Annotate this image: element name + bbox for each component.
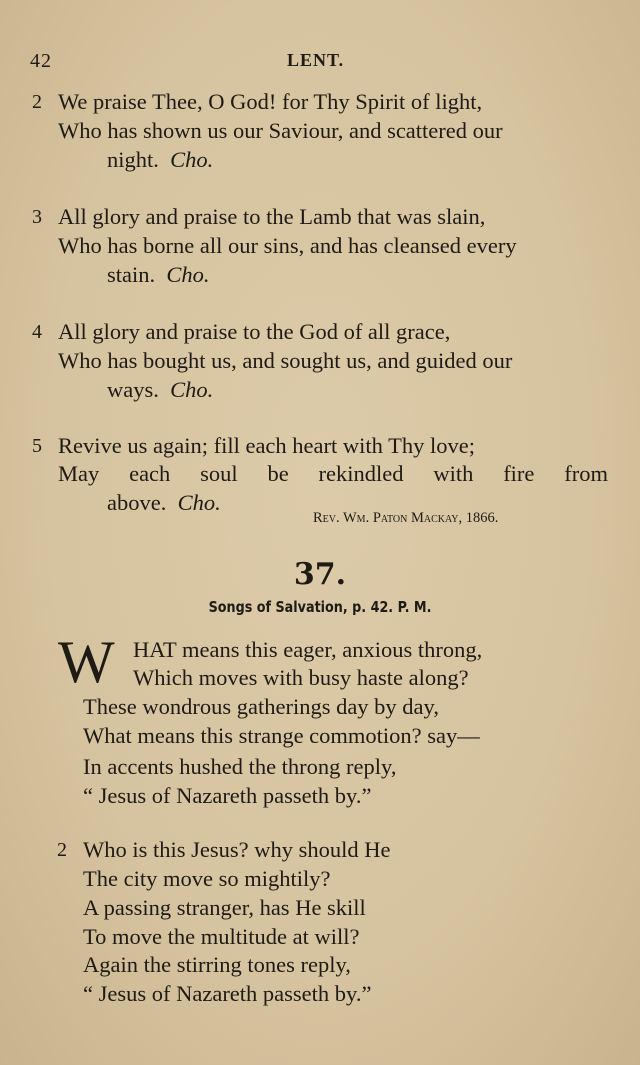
chorus-mark: Cho. xyxy=(170,377,214,402)
verse-line: HAT means this eager, anxious throng, xyxy=(133,637,483,662)
verse-end: stain. xyxy=(107,262,156,287)
verse-line: Who has shown us our Saviour, and scattered our xyxy=(58,118,503,143)
stanza-number: 3 xyxy=(32,206,42,228)
chorus-mark: Cho. xyxy=(170,147,214,172)
tune-source: Songs of Salvation, p. 42. P. M. xyxy=(208,598,432,616)
verse-line: What means this strange commotion? say— xyxy=(83,723,480,748)
verse-line xyxy=(107,489,221,517)
drop-cap: W xyxy=(58,629,115,695)
verse-line: Revive us again; fill each heart with Thy love; xyxy=(58,433,475,458)
chorus-mark: Cho. xyxy=(177,490,221,515)
verse-end: night. xyxy=(107,147,159,172)
chorus-mark: Cho. xyxy=(166,262,210,287)
verse-line: Who has bought us, and sought us, and guided our xyxy=(58,348,513,373)
verse-line: These wondrous gatherings day by day, xyxy=(83,694,439,719)
verse-line: We praise Thee, O God! for Thy Spirit of light, xyxy=(58,89,483,114)
stanza-number: 2 xyxy=(57,839,67,861)
author-attribution: Rev. Wm. Paton Mackay, 1866. xyxy=(313,510,499,526)
hymn-number: 37. xyxy=(293,557,347,592)
verse-line: Who has borne all our sins, and has cleansed every xyxy=(58,233,517,258)
verse-line xyxy=(107,261,210,289)
verse-line xyxy=(107,376,213,404)
verse-line: “ Jesus of Nazareth passeth by.” xyxy=(83,783,372,808)
verse-line: To move the multitude at will? xyxy=(83,924,360,949)
running-title: LENT. xyxy=(287,50,345,70)
verse-line: All glory and praise to the God of all grace, xyxy=(58,319,451,344)
verse-line: All glory and praise to the Lamb that was slain, xyxy=(58,204,486,229)
verse-line: A passing stranger, has He skill xyxy=(83,895,366,920)
stanza-number: 5 xyxy=(32,435,42,457)
verse-line: Who is this Jesus? why should He xyxy=(83,837,391,862)
verse-line: Again the stirring tones reply, xyxy=(83,952,351,977)
verse-line xyxy=(107,146,213,174)
verse-line: In accents hushed the throng reply, xyxy=(83,754,397,779)
verse-end: above. xyxy=(107,490,167,515)
verse-line: Which moves with busy haste along? xyxy=(133,665,469,690)
stanza-number: 4 xyxy=(32,321,42,343)
verse-line: The city move so mightily? xyxy=(83,866,331,891)
verse-end: ways. xyxy=(107,377,159,402)
verse-line: “ Jesus of Nazareth passeth by.” xyxy=(83,981,372,1006)
page-number: 42 xyxy=(30,50,52,72)
verse-line: May each soul be rekindled with fire from xyxy=(58,461,608,486)
stanza-number: 2 xyxy=(32,91,42,113)
